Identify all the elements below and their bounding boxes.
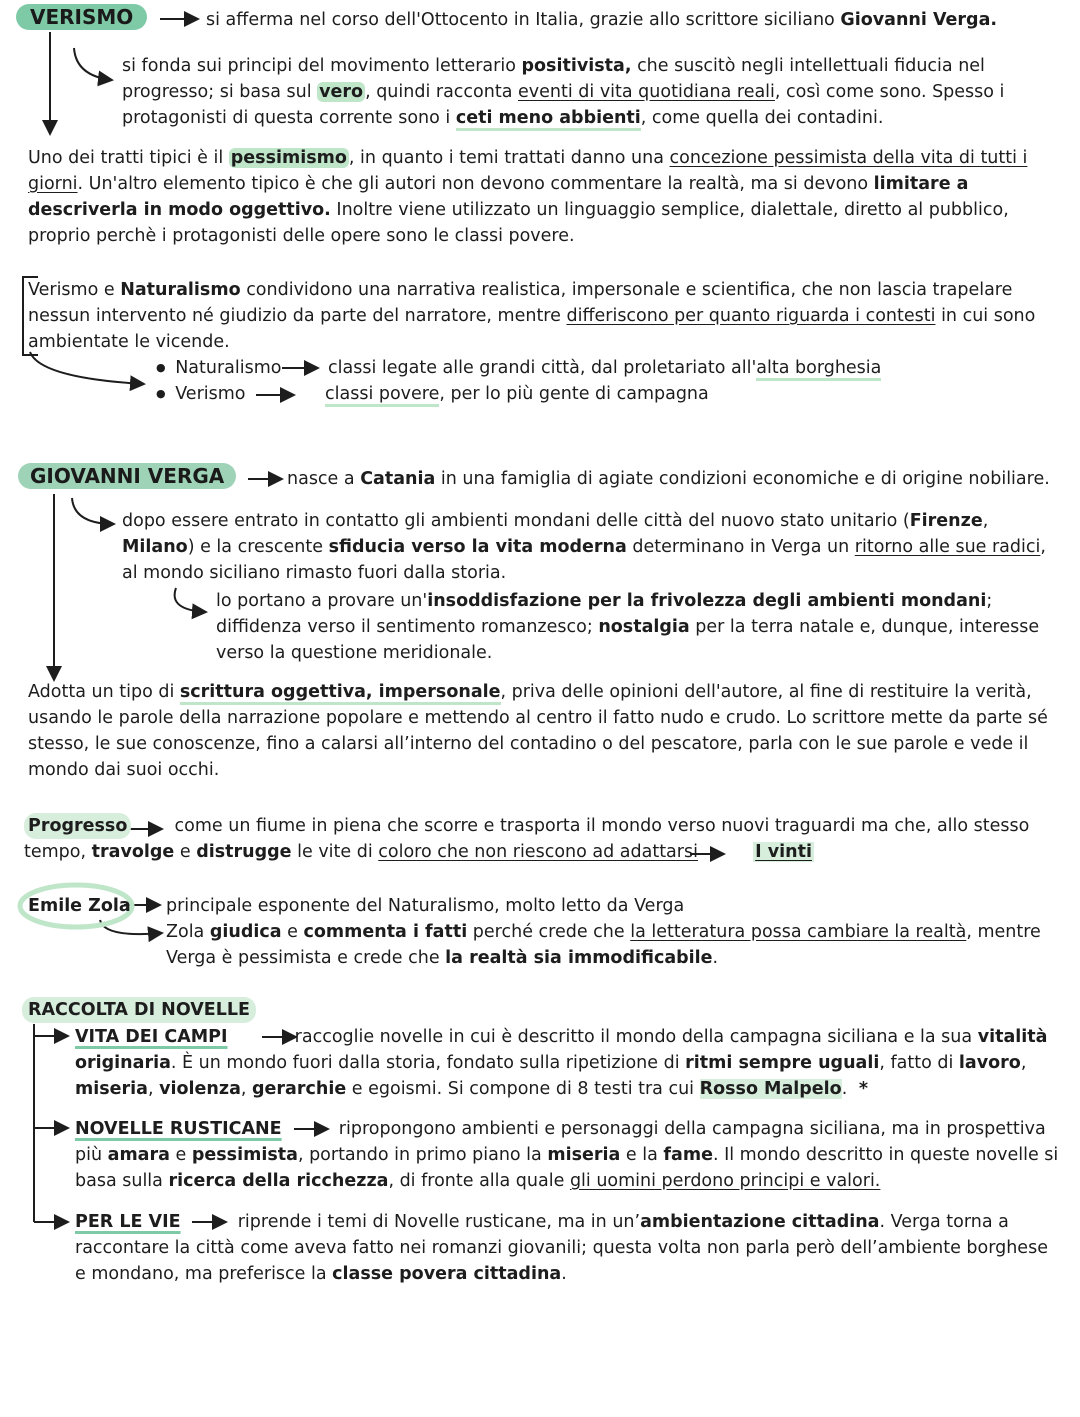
naturalismo-description: classi legate alle grandi città, dal proletariato all'alta borghesia	[328, 355, 881, 381]
verga-paragraph-2: lo portano a provare un'insoddisfazione per la frivolezza degli ambienti mondani; diffidenza verso il sentimento romanzesco; nostalgia per la terra natale e, dunque, interesse verso la questione meridionale.	[216, 591, 1040, 663]
verismo-paragraph-1: si fonda sui principi del movimento letterario positivista, che suscitò negli intellettuali fiducia nel progresso; si basa sul vero , quindi racconta eventi di vita quotidiana reali, così come sono. Spesso i protagonisti di questa corrente sono i ceti meno abbienti, come quella dei contadini.	[122, 53, 1022, 131]
naturalismo-bullet: ● Naturalismo	[156, 355, 281, 381]
verga-paragraph-3: Adotta un tipo di scrittura oggettiva, impersonale, priva delle opinioni dell'autore, al fine di restituire la verità, usando le parole della narrazione popolare e mettendo al centro il fatto nudo e crudo. Lo scrittore mette da parte sé stesso, le sue conoscenze, fino a calarsi all’interno del contadino o del pescatore, parla con le sue parole e vede il mondo dai suoi occhi.	[28, 682, 1048, 780]
verismo-bullet: ● Verismo	[156, 381, 246, 407]
asterisk-mark: *	[858, 1079, 869, 1099]
novelle-rusticane-title: NOVELLE RUSTICANE	[75, 1119, 282, 1139]
verga-title: GIOVANNI VERGA	[18, 463, 236, 489]
raccolta-title: RACCOLTA DI NOVELLE	[22, 997, 256, 1023]
verismo-paragraph-2: Uno dei tratti tipici è il pessimismo , in quanto i temi trattati danno una concezione pessimista della vita di tutti i giorni. Un'altro elemento tipico è che gli autori non devono commentare la realtà, ma si devono limitare a descriverla in modo oggettivo. Inoltre viene utilizzato un linguaggio semplice, dialettale, diretto al pubblico, proprio perchè i protagonisti delle opere sono le classi povere.	[28, 148, 1028, 246]
verismo-description: classi povere, per lo più gente di campagna	[325, 381, 709, 407]
per-le-vie: PER LE VIE riprende i temi di Novelle rusticane, ma in un’ambientazione cittadina. Verga torna a raccontare la città come aveva fatto nei romanzi giovanili; questa volta non parla però dell’ambiente borghese e mondano, ma preferisce la classe povera cittadina.	[75, 1212, 1048, 1284]
verismo-header	[16, 4, 147, 32]
zola-label: Emile Zola	[28, 896, 131, 916]
verismo-intro: si afferma nel corso dell'Ottocento in Italia, grazie allo scrittore siciliano Giovanni Verga.	[206, 10, 998, 30]
vita-dei-campi: VITA DEI CAMPI raccoglie novelle in cui è descritto il mondo della campagna siciliana e la sua vitalità originaria. È un mondo fuori dalla storia, fondato sulla ripetizione di ritmi sempre uguali, fatto di lavoro, miseria, violenza, gerarchie e egoismi. Si compone di 8 testi tra cui Rosso Malpelo. *	[75, 1027, 1048, 1099]
progresso-section: Progresso come un fiume in piena che scorre e trasporta il mondo verso nuovi traguardi ma che, allo stesso tempo, travolge e distrugge le vite di coloro che non riescono ad adattarsi I vinti	[24, 813, 1034, 865]
raccolta-header	[22, 997, 256, 1023]
verga-intro: nasce a Catania in una famiglia di agiate condizioni economiche e di origine nobiliare.	[287, 469, 1050, 489]
progresso-label: Progresso	[24, 813, 131, 839]
zola-description: principale esponente del Naturalismo, molto letto da Verga Zola giudica e commenta i fatti perché crede che la letteratura possa cambiare la realtà, mentre Verga è pessimista e crede che la realtà sia immodificabile.	[166, 896, 1041, 968]
vita-dei-campi-title: VITA DEI CAMPI	[75, 1027, 228, 1047]
novelle-rusticane: NOVELLE RUSTICANE ripropongono ambienti e personaggi della campagna siciliana, ma in prospettiva più amara e pessimista, portando in primo piano la miseria e la fame. Il mondo descritto in queste novelle si basa sulla ricerca della ricchezza, di fronte alla quale gli uomini perdono principi e valori.	[75, 1119, 1059, 1191]
per-le-vie-title: PER LE VIE	[75, 1212, 181, 1232]
verga-paragraph-1: dopo essere entrato in contatto gli ambienti mondani delle città del nuovo stato unitario (Firenze, Milano) e la crescente sfiducia verso la vita moderna determinano in Verga un ritorno alle sue radici, al mondo siciliano rimasto fuori dalla storia.	[122, 511, 1046, 583]
verismo-title: VERISMO	[16, 4, 147, 30]
verismo-naturalismo-comparison: Verismo e Naturalismo condividono una narrativa realistica, impersonale e scientifica, che non lascia trapelare nessun intervento né giudizio da parte del narratore, mentre differiscono per quanto riguarda i contesti in cui sono ambientate le vicende.	[28, 280, 1036, 352]
i-vinti-label: I vinti	[755, 842, 812, 862]
verga-header	[18, 463, 236, 491]
